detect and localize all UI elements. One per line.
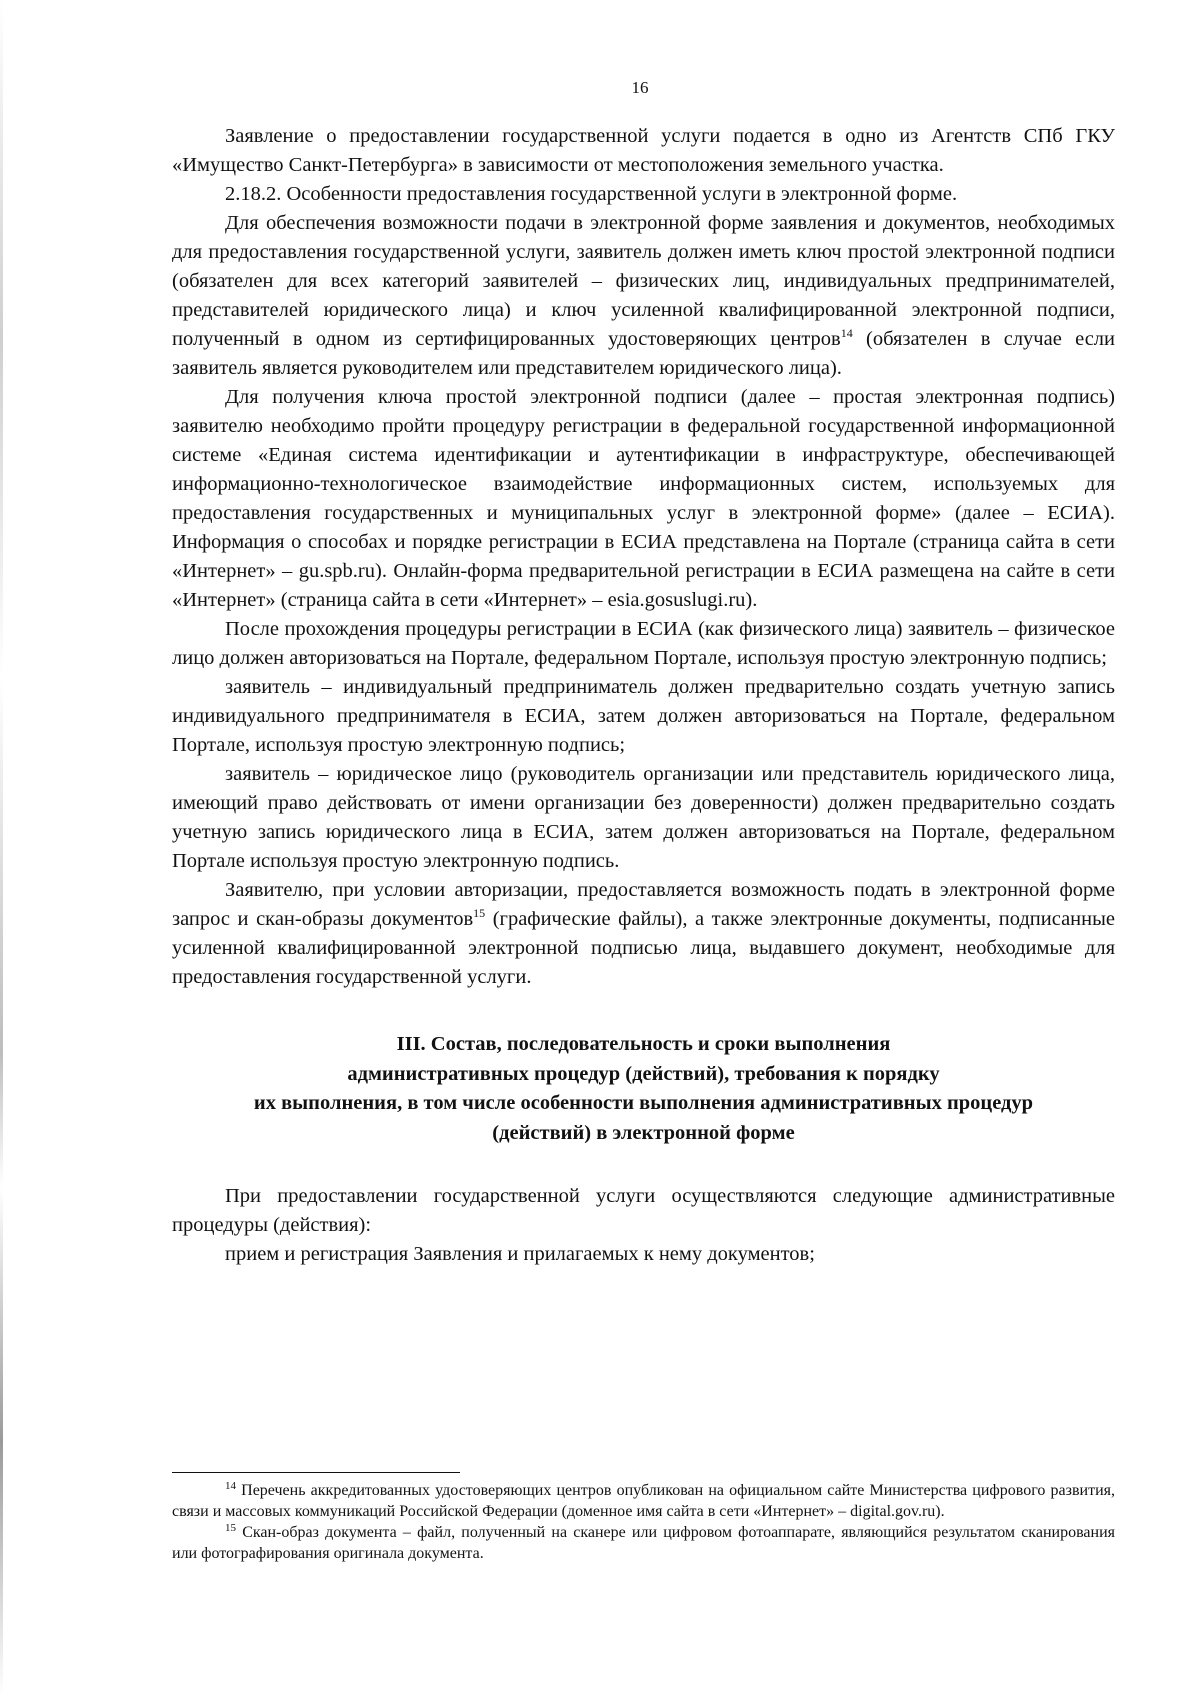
- paragraph-electronic-signature: Для обеспечения возможности подачи в электронной форме заявления и документов, необходимых для предоставления государственной услуги, заявитель должен иметь ключ простой электронной подписи (обязателен для всех категорий заявителей – физических лиц, индивидуальных предпринимателей, представителей юридического лица) и ключ усиленной квалифицированной электронной подписи, полученный в одном из сертифицированных удостоверяющих центров$^{14}$ (обязателен в случае если заявитель является руководителем или представителем юридического лица).: [172, 212, 1116, 379]
- paragraph-procedure-item-1: прием и регистрация Заявления и прилагаемых к нему документов;: [225, 1243, 815, 1265]
- section-heading: [172, 1030, 1115, 1148]
- footnote-ref-14: 14: [840, 326, 853, 340]
- document-body: [172, 122, 1115, 1269]
- scan-edge-artifact: [0, 0, 3, 1696]
- page-number: 16: [631, 78, 649, 97]
- paragraph-individual-applicant: После прохождения процедуры регистрации в ЕСИА (как физического лица) заявитель – физическое лицо должен авторизоваться на Портале, федеральном Портале, используя простую электронную подпись;: [172, 618, 1115, 669]
- footnote-ref-15: 15: [473, 906, 486, 920]
- paragraph-application-submission: Заявление о предоставлении государственной услуги подается в одно из Агентств СПб ГКУ «Имущество Санкт-Петербурга» в зависимости от местоположения земельного участка.: [172, 125, 1115, 176]
- footnote-14: $^{14}$ Перечень аккредитованных удостоверяющих центров опубликован на официальном сайте Министерства цифрового развития, связи и массовых коммуникаций Российской Федерации (доменное имя сайта в сети «Интернет» – digital.gov.ru).: [172, 1480, 1115, 1520]
- footnote-number-14: 14: [225, 1480, 236, 1492]
- section-heading-line-1: III. Состав, последовательность и сроки выполнения: [396, 1033, 891, 1055]
- paragraph-authorized-submission: Заявителю, при условии авторизации, предоставляется возможность подать в электронной форме запрос и скан-образы документов$^{15}$ (графические файлы), а также электронные документы, подписанные усиленной квалифицированной электронной подписью лица, выдавшего документ, необходимые для предоставления государственной услуги.: [172, 879, 1115, 988]
- section-heading-line-4: (действий) в электронной форме: [492, 1121, 795, 1144]
- footnotes: [172, 1480, 1115, 1564]
- footnote-number-15: 15: [225, 1522, 236, 1534]
- section-heading-line-2: административных процедур (действий), требования к порядку: [347, 1062, 940, 1085]
- paragraph-entrepreneur-applicant: заявитель – индивидуальный предприниматель должен предварительно создать учетную запись индивидуального предпринимателя в ЕСИА, затем должен авторизоваться на Портале, федеральном Портале, используя простую электронную подпись;: [172, 676, 1115, 756]
- section-heading-line-3: их выполнения, в том числе особенности выполнения административных процедур: [253, 1092, 1034, 1114]
- paragraph-esia-registration: Для получения ключа простой электронной подписи (далее – простая электронная подпись) заявителю необходимо пройти процедуру регистрации в федеральной государственной информационной системе «Единая система идентификации и аутентификации в инфраструктуре, обеспечивающей информационно-технологическое взаимодействие информационных систем, используемых для предоставления государственных и муниципальных услуг в электронной форме» (далее – ЕСИА). Информация о способах и порядке регистрации в ЕСИА представлена на Портале (страница сайта в сети «Интернет» – gu.spb.ru). Онлайн-форма предварительной регистрации в ЕСИА размещена на сайте в сети «Интернет» (страница сайта в сети «Интернет» – esia.gosuslugi.ru).: [172, 386, 1115, 611]
- paragraph-procedures-intro: При предоставлении государственной услуги осуществляются следующие административные процедуры (действия):: [172, 1185, 1115, 1236]
- paragraph-section-2-18-2: 2.18.2. Особенности предоставления государственной услуги в электронной форме.: [225, 183, 958, 205]
- footnote-separator: [172, 1472, 460, 1473]
- paragraph-legal-entity-applicant: заявитель – юридическое лицо (руководитель организации или представитель юридического лица, имеющий право действовать от имени организации без доверенности) должен предварительно создать учетную запись юридического лица в ЕСИА, затем должен авторизоваться на Портале, федеральном Портале используя простую электронную подпись.: [172, 763, 1115, 872]
- footnote-15: $^{15}$ Скан-образ документа – файл, полученный на сканере или цифровом фотоаппарате, являющийся результатом сканирования или фотографирования оригинала документа.: [172, 1522, 1115, 1562]
